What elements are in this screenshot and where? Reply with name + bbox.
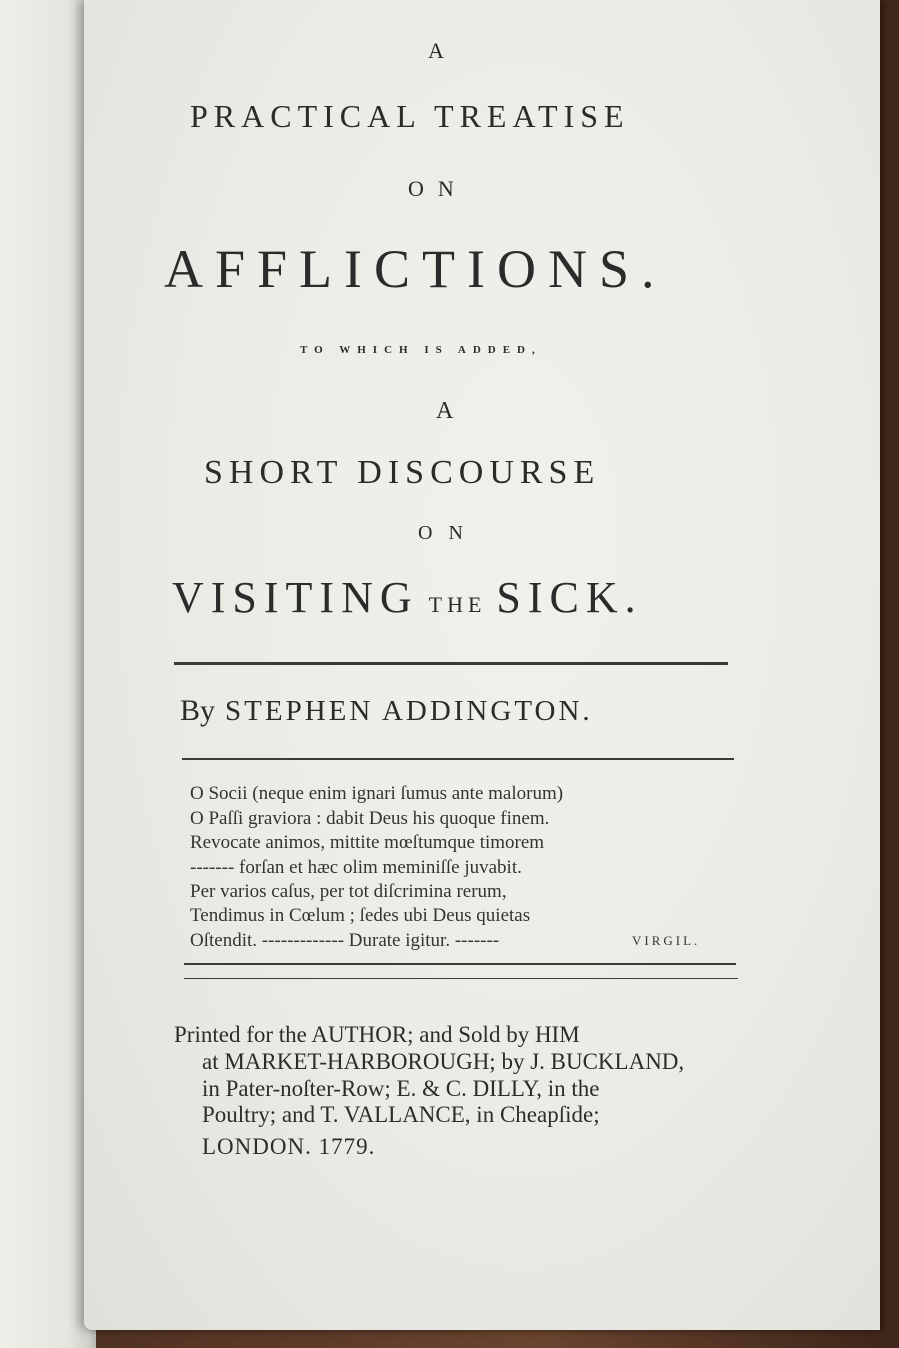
imprint-line: LONDON. 1779. [202, 1134, 376, 1159]
title-visiting: VISITING [172, 573, 419, 622]
title-on-2: ON [418, 522, 479, 544]
subtitle-to-which-is-added: TO WHICH IS ADDED, [300, 344, 542, 356]
epigraph-attribution: VIRGIL. [632, 933, 701, 948]
rule-below-epigraph-1 [184, 963, 736, 965]
title-short-discourse: SHORT DISCOURSE [204, 454, 601, 491]
imprint-line: at MARKET-HARBOROUGH; by J. BUCKLAND, [202, 1049, 685, 1074]
previous-page-edge [0, 0, 96, 1348]
author-name: STEPHEN ADDINGTON. [225, 695, 593, 727]
rule-above-epigraph [182, 758, 734, 760]
title-article: A [428, 38, 444, 63]
epigraph-line: Oſtendit. ------------- Durate igitur. ------- [190, 930, 500, 951]
epigraph-line: Revocate animos, mittite mœſtumque timorem [190, 832, 545, 853]
title-the: THE [428, 592, 487, 617]
epigraph-line: Tendimus in Cœlum ; ſedes ubi Deus quietas [190, 905, 531, 926]
rule-below-epigraph-2 [184, 978, 738, 979]
author-line [180, 694, 593, 728]
epigraph-line: ------- forſan et hæc olim meminiſſe juvabit. [190, 857, 522, 878]
title-visiting-line [172, 572, 643, 623]
imprint-line: in Pater-noſter-Row; E. & C. DILLY, in the [202, 1076, 600, 1101]
author-by: By [180, 694, 216, 727]
title-sick: SICK. [496, 573, 643, 622]
epigraph-line: O Socii (neque enim ignari ſumus ante malorum) [190, 783, 564, 804]
title-page [84, 0, 880, 1330]
title-article-2: A [436, 398, 454, 424]
epigraph-line: O Paſſi graviora : dabit Deus his quoque finem. [190, 808, 550, 829]
epigraph-line: Per varios caſus, per tot diſcrimina rerum, [190, 881, 507, 902]
rule-above-author [174, 662, 728, 665]
title-on-1: ON [408, 176, 468, 201]
title-practical-treatise: PRACTICAL TREATISE [190, 98, 630, 134]
main-title-afflictions: AFFLICTIONS. [164, 239, 667, 299]
imprint-line: Poultry; and T. VALLANCE, in Cheapſide; [202, 1102, 600, 1127]
imprint-line: Printed for the AUTHOR; and Sold by HIM [174, 1022, 580, 1047]
